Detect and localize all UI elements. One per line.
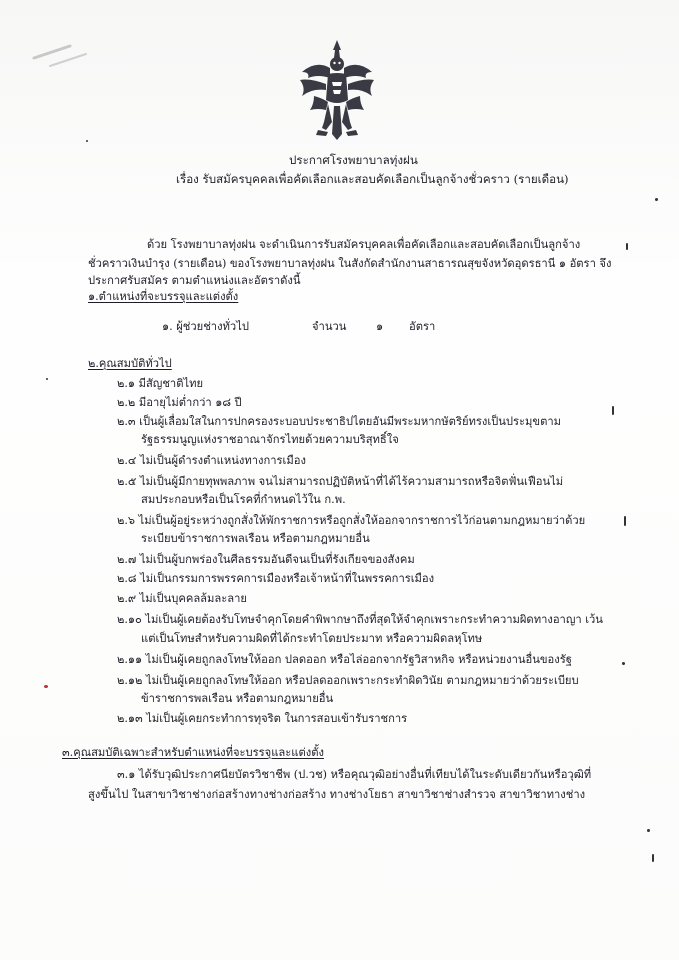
qualification-item: ๒.๑๓ ไม่เป็นผู้เคยกระทำการทุจริต ในการสอบเข้ารับราชการ <box>117 712 408 725</box>
scan-speck <box>46 378 48 380</box>
section-2-heading: ๒.คุณสมบัติทั่วไป <box>88 357 172 370</box>
qualification-item: ๒.๑๐ ไม่เป็นผู้เคยต้องรับโทษจำคุกโดยคำพิพากษาถึงที่สุดให้จำคุกเพราะกระทำความผิดทางอาญา เว้น <box>117 613 603 626</box>
qualification-item: ๒.๖ ไม่เป็นผู้อยู่ระหว่างถูกสั่งให้พักราชการหรือถูกสั่งให้ออกจากราชการไว้ก่อนตามกฎหมายว่าด้วย <box>117 514 586 527</box>
intro-paragraph-line: ด้วย โรงพยาบาลทุ่งฝน จะดำเนินการรับสมัครบุคคลเพื่อคัดเลือกและสอบคัดเลือกเป็นลูกจ้าง <box>147 238 581 251</box>
specific-qualification-line: สูงขึ้นไป ในสาขาวิชาช่างก่อสร้างทางช่างก่อสร้าง ทางช่างโยธา สาขาวิชาช่างสำรวจ สาขาวิชาทางช่าง <box>88 788 586 801</box>
announcement-subject: เรื่อง รับสมัครบุคคลเพื่อคัดเลือกและสอบคัดเลือกเป็นลูกจ้างชั่วคราว (รายเดือน) <box>176 172 569 186</box>
scan-speck <box>622 662 625 665</box>
scan-speck <box>612 406 614 415</box>
amount-label: จำนวน <box>312 320 347 333</box>
scan-speck <box>647 829 650 832</box>
scan-speck <box>655 198 658 201</box>
scan-speck <box>86 140 88 142</box>
qualification-item-cont: สมประกอบหรือเป็นโรคที่กำหนดไว้ใน ก.พ. <box>141 493 346 506</box>
amount-unit: อัตรา <box>409 320 436 333</box>
qualification-item: ๒.๑๑ ไม่เป็นผู้เคยถูกลงโทษให้ออก ปลดออก หรือไล่ออกจากรัฐวิสาหกิจ หรือหน่วยงานอื่นของรัฐ <box>117 653 572 666</box>
position-name: ๑. ผู้ช่วยช่างทั่วไป <box>162 320 249 333</box>
garuda-emblem-icon <box>296 38 378 142</box>
qualification-item: ๒.๒ มีอายุไม่ต่ำกว่า ๑๘ ปี <box>117 396 242 409</box>
specific-qualification-line: ๓.๑ ได้รับวุฒิประกาศนียบัตรวิชาชีพ (ป.วช) หรือคุณวุฒิอย่างอื่นที่เทียบได้ในระดับเดียวกันหรือวุฒิที่ <box>117 768 592 781</box>
section-1-heading: ๑.ตำแหน่งที่จะบรรจุและแต่งตั้ง <box>88 290 239 303</box>
scan-speck <box>626 243 628 250</box>
intro-paragraph-line: ชั่วคราวเงินบำรุง (รายเดือน) ของโรงพยาบาลทุ่งฝน ในสังกัดสำนักงานสาธารณสุขจังหวัดอุดรธานี ๑ อัตรา จึง <box>88 257 612 270</box>
qualification-item: ๒.๘ ไม่เป็นกรรมการพรรคการเมืองหรือเจ้าหน้าที่ในพรรคการเมือง <box>117 572 435 585</box>
qualification-item: ๒.๑ มีสัญชาติไทย <box>117 377 204 390</box>
scan-speck <box>652 854 654 862</box>
amount-value: ๑ <box>376 320 384 333</box>
qualification-item: ๒.๙ ไม่เป็นบุคคลล้มละลาย <box>117 592 247 605</box>
qualification-item-cont: ระเบียบข้าราชการพลเรือน หรือตามกฎหมายอื่น <box>141 532 370 545</box>
paper-scuff-mark <box>30 40 90 70</box>
scan-speck <box>44 685 48 688</box>
scan-speck <box>624 516 626 526</box>
section-3-heading: ๓.คุณสมบัติเฉพาะสำหรับตำแหน่งที่จะบรรจุและแต่งตั้ง <box>62 746 324 759</box>
qualification-item: ๒.๑๒ ไม่เป็นผู้เคยถูกลงโทษให้ออก หรือปลดออกเพราะกระทำผิดวินัย ตามกฎหมายว่าด้วยระเบียบ <box>117 674 579 687</box>
qualification-item: ๒.๗ ไม่เป็นผู้บกพร่องในศีลธรรมอันดีจนเป็นที่รังเกียจของสังคม <box>117 553 415 566</box>
qualification-item-cont: รัฐธรรมนูญแห่งราชอาณาจักรไทยด้วยความบริสุทธิ์ใจ <box>141 433 399 446</box>
intro-paragraph-line: ประกาศรับสมัคร ตามตำแหน่งและอัตราดังนี้ <box>88 274 301 287</box>
qualification-item-cont: แต่เป็นโทษสำหรับความผิดที่ได้กระทำโดยประมาท หรือความผิดลหุโทษ <box>141 632 483 645</box>
qualification-item: ๒.๕ ไม่เป็นผู้มีกายทุพพลภาพ จนไม่สามารถปฏิบัติหน้าที่ได้ไร้ความสามารถหรือจิตฟั่นเฟือนไม่ <box>117 475 564 488</box>
qualification-item-cont: ข้าราชการพลเรือน หรือตามกฎหมายอื่น <box>141 692 334 705</box>
qualification-item: ๒.๔ ไม่เป็นผู้ดำรงตำแหน่งทางการเมือง <box>117 454 306 467</box>
qualification-item: ๒.๓ เป็นผู้เลื่อมใสในการปกครองระบอบประชาธิปไตยอันมีพระมหากษัตริย์ทรงเป็นประมุขตาม <box>117 415 561 428</box>
announcement-title: ประกาศโรงพยาบาลทุ่งฝน <box>289 153 418 167</box>
